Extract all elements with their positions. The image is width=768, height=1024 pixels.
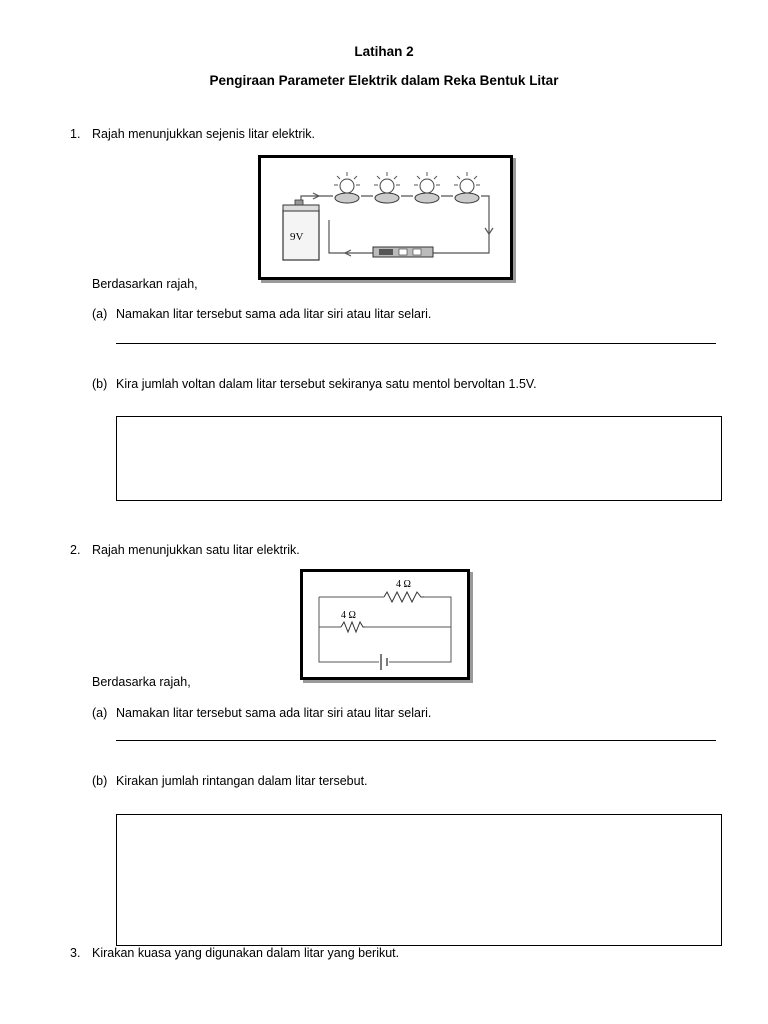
q2b-text: Kirakan jumlah rintangan dalam litar tersebut. [116,774,368,788]
q2b-label: (b) [92,774,108,788]
q3-text: Kirakan kuasa yang digunakan dalam litar yang berikut. [92,946,400,960]
q1-intro: Berdasarkan rajah, [92,277,198,291]
worksheet-title: Latihan 2 [354,44,414,59]
q1-circuit-drawing [261,158,510,277]
q2-circuit-figure [300,569,470,680]
q1b-label: (b) [92,377,108,391]
q2-text: Rajah menunjukkan satu litar elektrik. [92,543,300,557]
q2a-text: Namakan litar tersebut sama ada litar siri atau litar selari. [116,706,432,720]
q2-number: 2. [70,543,81,557]
q1b-text: Kira jumlah voltan dalam litar tersebut sekiranya satu mentol bervoltan 1.5V. [116,377,537,391]
q1-series-circuit-figure [258,155,513,280]
q3-number: 3. [70,946,81,960]
q1-number: 1. [70,127,81,141]
q1-text: Rajah menunjukkan sejenis litar elektrik. [92,127,316,141]
bulb-icon-2 [374,172,400,203]
bulb-icon-3 [414,172,440,203]
q2-intro: Berdasarka rajah, [92,675,191,689]
q1a-text: Namakan litar tersebut sama ada litar siri atau litar selari. [116,307,432,321]
resistor-top-icon [384,592,424,602]
q2b-answer-box[interactable] [116,814,722,946]
battery-voltage-label: 9V [290,231,304,243]
q2a-label: (a) [92,706,108,720]
bulb-icon-4 [454,172,480,203]
q1a-answer-line[interactable] [116,343,716,344]
worksheet-subtitle: Pengiraan Parameter Elektrik dalam Reka Bentuk Litar [209,73,559,88]
q2-circuit-drawing [303,572,467,677]
q2a-answer-line[interactable] [116,740,716,741]
resistor-top-value: 4 Ω [396,579,411,590]
q1b-answer-box[interactable] [116,416,722,501]
resistor-middle-icon [341,622,365,632]
q1a-label: (a) [92,307,108,321]
cell-icon [381,654,387,670]
bulb-icon-1 [334,172,360,203]
resistor-middle-value: 4 Ω [341,610,356,621]
